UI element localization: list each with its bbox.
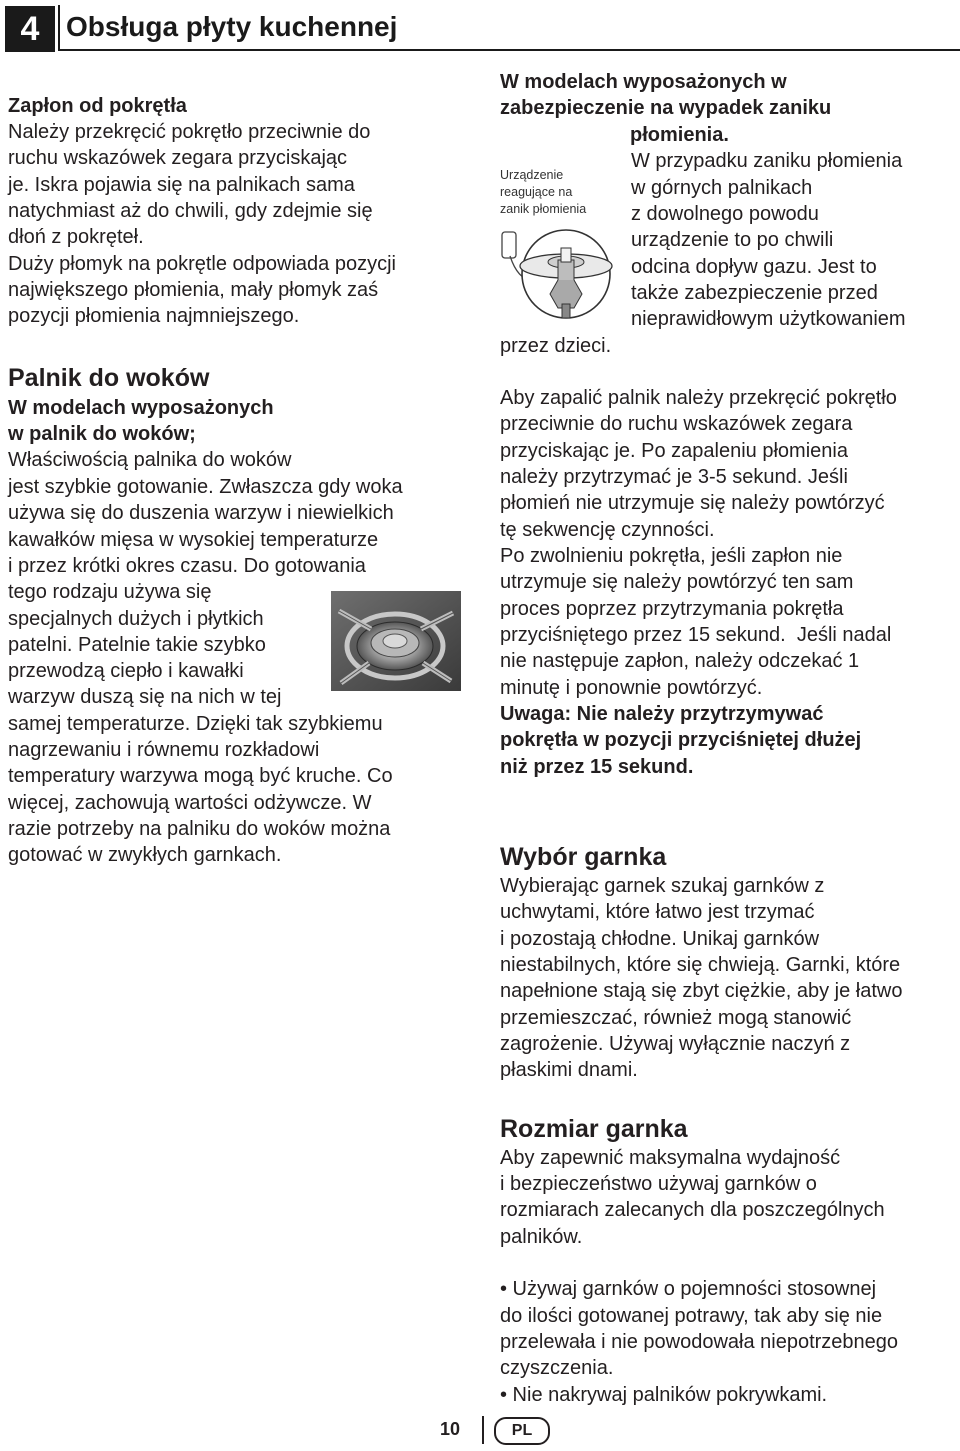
bullet-line: czyszczenia. [500,1357,614,1379]
device-caption: Urządzenie [500,168,564,182]
safety-line: przez dzieci. [500,335,612,357]
page-number: 10 [440,1419,461,1439]
safety-line: urządzenie to po chwili [631,229,834,251]
wok-line: specjalnych dużych i płytkich [8,608,264,630]
ignite-line: tę sekwencję czynności. [500,519,715,541]
wok-line: Właściwością palnika do woków [8,449,292,471]
size-line: palników. [500,1226,583,1248]
safety-line: w górnych palnikach [631,177,813,199]
header-rule [58,49,960,51]
wok-line: przewodzą ciepło i kawałki [8,660,244,682]
wok-line: kawałków mięsa w wysokiej temperaturze [8,529,379,551]
ignition-line: największego płomienia, mały płomyk zaś [8,279,379,301]
wok-line: warzyw duszą się na nich w tej [8,686,282,708]
flame-failure-device-diagram [498,220,626,320]
ignition-line: dłoń z pokręteł. [8,226,144,248]
bullet-line: • Używaj garnków o pojemności stosownej [500,1278,877,1300]
safety-line: nieprawidłowym użytkowaniem [631,308,906,330]
ignite-line: przyciśniętego przez 15 sekund. Jeśli nadal [500,624,892,646]
warning-line: niż przez 15 sekund. [500,756,694,778]
page-title: Obsługa płyty kuchennej [66,11,398,42]
chapter-number-badge: 4 [5,6,55,52]
size-line: Aby zapewnić maksymalna wydajność [500,1147,841,1169]
wok-line: temperatury warzywa mogą być kruche. Co [8,765,393,787]
wok-section-title: Palnik do woków [8,364,210,392]
ignition-line: Należy przekręcić pokrętło przeciwnie do [8,121,371,143]
size-line: i bezpieczeństwo używaj garnków o [500,1173,817,1195]
wok-burner-photo [331,591,461,691]
ignition-line: Duży płomyk na pokrętle odpowiada pozycji [8,253,396,275]
wok-line: jest szybkie gotowanie. Zwłaszcza gdy woka [8,476,403,498]
ignition-heading: Zapłon od pokrętła [8,95,187,117]
ignite-line: minutę i ponownie powtórzyć. [500,677,763,699]
language-badge: PL [494,1417,550,1445]
pot-line: płaskimi dnami. [500,1059,638,1081]
ignite-line: przeciwnie do ruchu wskazówek zegara [500,413,853,435]
ignite-line: utrzymuje się należy powtórzyć ten sam [500,571,854,593]
ignite-line: nie następuje zapłon, należy odczekać 1 [500,650,860,672]
header-divider [58,5,60,51]
wok-line: razie potrzeby na palniku do woków można [8,818,391,840]
size-line: rozmiarach zalecanych dla poszczególnych [500,1199,885,1221]
wok-line: patelni. Patelnie takie szybko [8,634,266,656]
warning-line: pokrętła w pozycji przyciśniętej dłużej [500,729,862,751]
safety-heading: płomienia. [630,124,729,146]
safety-heading: W modelach wyposażonych w [500,71,787,93]
safety-line: odcina dopływ gazu. Jest to [631,256,877,278]
ignite-line: proces poprzez przytrzymania pokrętła [500,598,844,620]
wok-line: tego rodzaju używa się [8,581,212,603]
ignition-line: natychmiast aż do chwili, gdy zdejmie się [8,200,373,222]
wok-line: więcej, zachowują wartości odżywcze. W [8,792,372,814]
pot-line: przemieszczać, również mogą stanowić [500,1007,852,1029]
pot-line: i pozostają chłodne. Unikaj garnków [500,928,820,950]
wok-line: gotować w zwykłych garnkach. [8,844,282,866]
wok-subheading: w palnik do woków; [8,423,196,445]
bullet-line: do ilości gotowanej potrawy, tak aby się nie [500,1305,883,1327]
safety-line: także zabezpieczenie przed [631,282,878,304]
bullet-line: przelewała i nie powodowała niepotrzebnego [500,1331,899,1353]
pot-line: napełnione stają się zbyt ciężkie, aby je łatwo [500,980,903,1002]
pot-section-title: Wybór garnka [500,843,667,871]
device-caption: zanik płomienia [500,202,587,216]
footer-divider [482,1416,484,1444]
safety-line: z dowolnego powodu [631,203,819,225]
ignition-line: ruchu wskazówek zegara przyciskając [8,147,348,169]
ignite-line: płomień nie utrzymuje się należy powtórzyć [500,492,885,514]
safety-line: W przypadku zaniku płomienia [631,150,903,172]
wok-subheading: W modelach wyposażonych [8,397,274,419]
ignition-line: je. Iskra pojawia się na palnikach sama [8,174,355,196]
wok-line: i przez krótki okres czasu. Do gotowania [8,555,366,577]
wok-line: używa się do duszenia warzyw i niewielkich [8,502,394,524]
wok-line: nagrzewaniu i równemu rozkładowi [8,739,320,761]
pot-line: uchwytami, które łatwo jest trzymać [500,901,815,923]
ignition-line: pozycji płomienia najmniejszego. [8,305,300,327]
bullet-line: • Nie nakrywaj palników pokrywkami. [500,1384,828,1406]
ignite-line: przyciskając je. Po zapaleniu płomienia [500,440,848,462]
pot-line: zagrożenie. Używaj wyłącznie naczyń z [500,1033,851,1055]
safety-heading: zabezpieczenie na wypadek zaniku [500,97,832,119]
device-caption: reagujące na [500,185,573,199]
ignite-line: Aby zapalić palnik należy przekręcić pokrętło [500,387,897,409]
size-section-title: Rozmiar garnka [500,1115,688,1143]
pot-line: niestabilnych, które się chwieją. Garnki, które [500,954,901,976]
ignite-line: Po zwolnieniu pokrętła, jeśli zapłon nie [500,545,843,567]
ignite-line: należy przytrzymać je 3-5 sekund. Jeśli [500,466,848,488]
warning-line: Uwaga: Nie należy przytrzymywać [500,703,824,725]
wok-line: samej temperaturze. Dzięki tak szybkiemu [8,713,383,735]
pot-line: Wybierając garnek szukaj garnków z [500,875,825,897]
